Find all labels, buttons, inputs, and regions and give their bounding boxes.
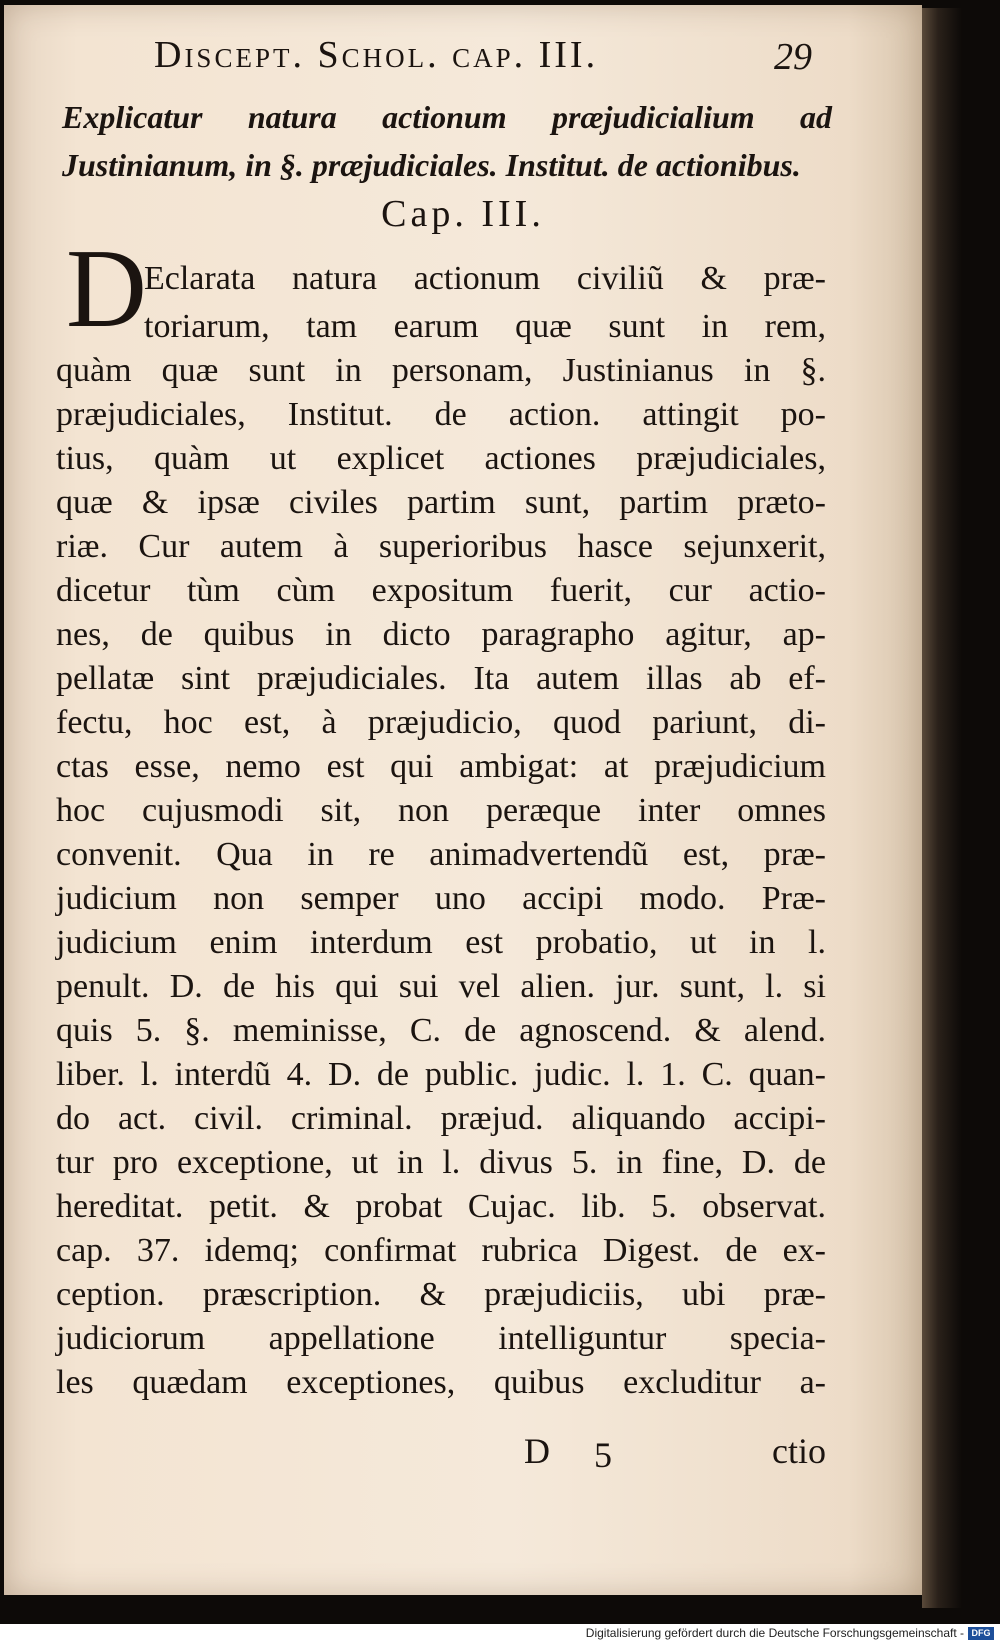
text-line: penult. D. de his qui sui vel alien. jur. sunt, l. si: [56, 968, 826, 1005]
text-line: judiciorum appellatione intelliguntur specia-: [56, 1320, 826, 1357]
text-line: judicium non semper uno accipi modo. Præ-: [56, 880, 826, 917]
text-line: quàm quæ sunt in personam, Justinianus in §.: [56, 352, 826, 389]
text-line: cap. 37. idemq; confirmat rubrica Digest. de ex-: [56, 1232, 826, 1269]
dfg-logo-icon: DFG: [968, 1627, 994, 1640]
text-line: tius, quàm ut explicet actiones præjudiciales,: [56, 440, 826, 477]
credit-bar: [0, 1624, 1000, 1645]
text-line: nes, de quibus in dicto paragrapho agitur, ap-: [56, 616, 826, 653]
text-line: toriarum, tam earum quæ sunt in rem,: [144, 308, 826, 345]
text-line: fectu, hoc est, à præjudicio, quod pariunt, di-: [56, 704, 826, 741]
book-page: [4, 5, 922, 1595]
text-line: quæ & ipsæ civiles partim sunt, partim præto-: [56, 484, 826, 521]
text-line: præjudiciales, Institut. de action. attingit po-: [56, 396, 826, 433]
page-number: 29: [774, 36, 812, 78]
text-line: convenit. Qua in re animadvertendũ est, præ-: [56, 836, 826, 873]
credit-text: Digitalisierung gefördert durch die Deutsche Forschungsgemeinschaft -: [585, 1626, 964, 1640]
text-line: Eclarata natura actionum civiliũ & præ-: [144, 260, 826, 297]
text-line: judicium enim interdum est probatio, ut in l.: [56, 924, 826, 961]
page-header: [154, 33, 854, 83]
page-edge-shadow: [922, 8, 962, 1608]
drop-cap: D: [66, 227, 147, 351]
chapter-label: Cap. III.: [381, 193, 545, 235]
text-line: hereditat. petit. & probat Cujac. lib. 5. observat.: [56, 1188, 826, 1225]
text-line: quis 5. §. meminisse, C. de agnoscend. & alend.: [56, 1012, 826, 1049]
text-line: ception. præscription. & præjudiciis, ubi præ-: [56, 1276, 826, 1313]
text-line: ctas esse, nemo est qui ambigat: at præjudicium: [56, 748, 826, 785]
text-line: hoc cujusmodi sit, non peræque inter omnes: [56, 792, 826, 829]
chapter-title: Explicatur natura actionum præjudicialium ad Justinianum, in §. præjudiciales. Institut. de actionibus.: [62, 99, 832, 183]
text-line: les quædam exceptiones, quibus excluditur a-: [56, 1364, 826, 1401]
text-line: dicetur tùm cùm expositum fuerit, cur actio-: [56, 572, 826, 609]
page-footer: [4, 1430, 922, 1480]
text-line: do act. civil. criminal. præjud. aliquando accipi-: [56, 1100, 826, 1137]
text-line: tur pro exceptione, ut in l. divus 5. in fine, D. de: [56, 1144, 826, 1181]
text-line: liber. l. interdũ 4. D. de public. judic. l. 1. C. quan-: [56, 1056, 826, 1093]
signature-mark: D: [524, 1431, 550, 1471]
text-line: riæ. Cur autem à superioribus hasce sejunxerit,: [56, 528, 826, 565]
signature-number: 5: [594, 1435, 612, 1475]
text-line: pellatæ sint præjudiciales. Ita autem illas ab ef-: [56, 660, 826, 697]
catchword: ctio: [772, 1431, 826, 1471]
running-head: Discept. Schol. cap. III.: [154, 34, 599, 76]
